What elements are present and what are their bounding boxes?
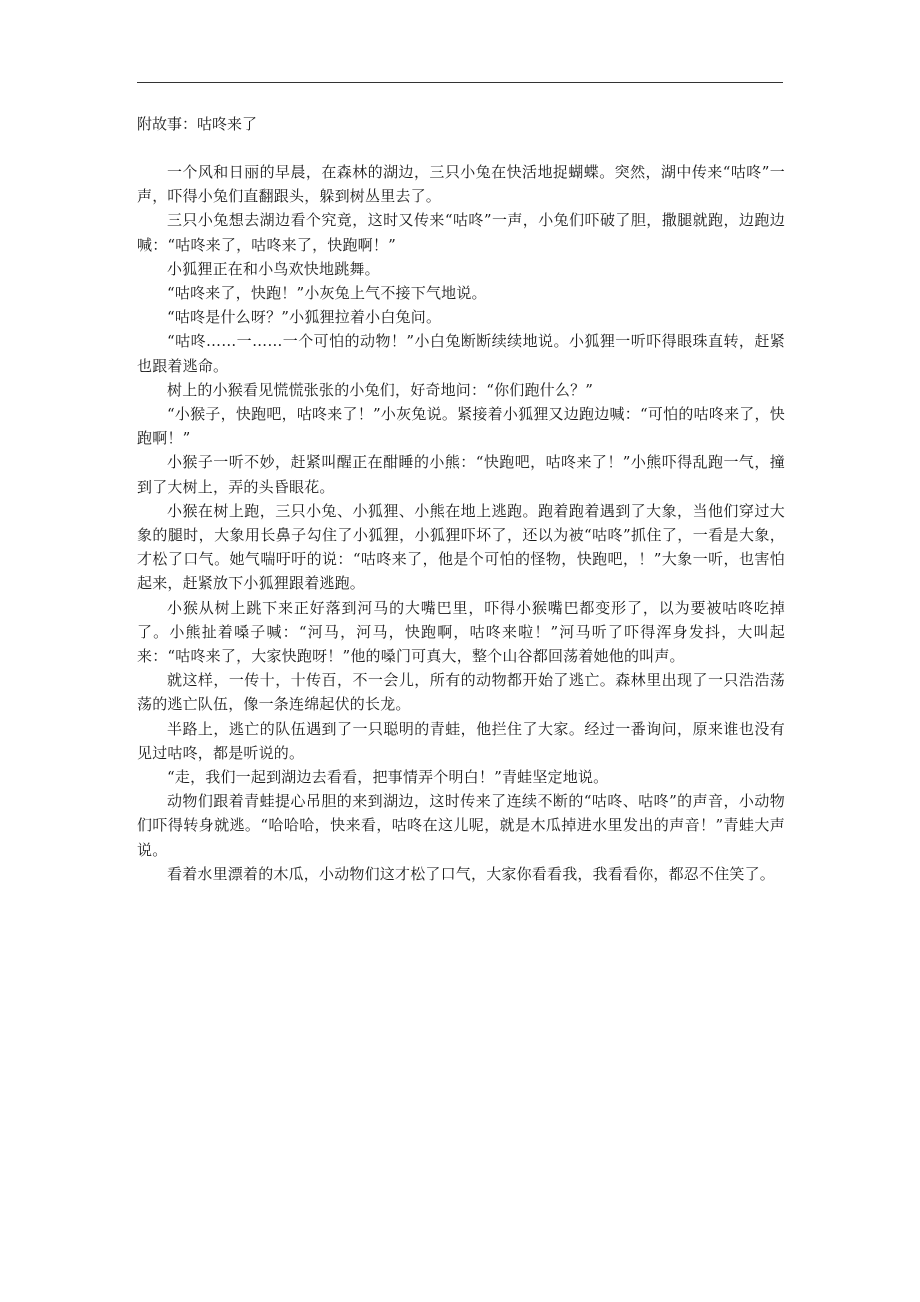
story-paragraph: 小猴在树上跑，三只小兔、小狐狸、小熊在地上逃跑。跑着跑着遇到了大象，当他们穿过大象的腿时，大象用长鼻子勾住了小狐狸，小狐狸吓坏了，还以为被“咕咚”抓住了，一看是大象，才松了口气。她气喘吁吁的说：“咕咚来了，他是个可怕的怪物，快跑吧，！”大象一听，也害怕起来，赶紧放下小狐狸跟着逃跑。 — [137, 501, 785, 593]
story-paragraph: 动物们跟着青蛙提心吊胆的来到湖边，这时传来了连续不断的“咕咚、咕咚”的声音，小动物们吓得转身就逃。“哈哈哈，快来看，咕咚在这儿呢，就是木瓜掉进水里发出的声音！”青蛙大声说。 — [137, 792, 785, 859]
story-paragraph: 看着水里漂着的木瓜，小动物们这才松了口气，大家你看看我，我看看你，都忍不住笑了。 — [167, 864, 776, 883]
story-paragraph: “咕咚来了，快跑！”小灰兔上气不接下气地说。 — [167, 284, 487, 303]
story-paragraph: “咕咚是什么呀？”小狐狸拉着小白兔问。 — [167, 308, 442, 327]
story-paragraph: 小狐狸正在和小鸟欢快地跳舞。 — [167, 259, 380, 278]
story-paragraph: 一个风和日丽的早晨，在森林的湖边，三只小兔在快活地捉蝴蝶。突然，湖中传来“咕咚”一声，吓得小兔们直翻跟头，躲到树丛里去了。 — [137, 163, 785, 206]
story-paragraph: 半路上，逃亡的队伍遇到了一只聪明的青蛙，他拦住了大家。经过一番询问，原来谁也没有见过咕咚，都是听说的。 — [137, 719, 785, 762]
story-paragraph: “走，我们一起到湖边去看看，把事情弄个明白！”青蛙坚定地说。 — [167, 768, 609, 787]
story-paragraph: “小猴子，快跑吧，咕咚来了！”小灰兔说。紧接着小狐狸又边跑边喊：“可怕的咕咚来了，快跑啊！” — [137, 405, 785, 448]
story-body — [137, 160, 785, 886]
story-paragraph: 树上的小猴看见慌慌张张的小兔们，好奇地问：“你们跑什么？” — [167, 380, 594, 399]
story-paragraph: 小猴子一听不妙，赶紧叫醒正在酣睡的小熊：“快跑吧，咕咚来了！”小熊吓得乱跑一气，撞到了大树上，弄的头昏眼花。 — [137, 453, 785, 496]
story-paragraph: 三只小兔想去湖边看个究竟，这时又传来“咕咚”一声，小兔们吓破了胆，撒腿就跑，边跑边喊：“咕咚来了，咕咚来了，快跑啊！” — [137, 211, 785, 254]
story-paragraph: “咕咚……一……一个可怕的动物！”小白兔断断续续地说。小狐狸一听吓得眼珠直转，赶紧也跟着逃命。 — [137, 332, 785, 375]
story-paragraph: 就这样，一传十，十传百，不一会儿，所有的动物都开始了逃亡。森林里出现了一只浩浩荡荡的逃亡队伍，像一条连绵起伏的长龙。 — [137, 671, 785, 714]
story-paragraph: 小猴从树上跳下来正好落到河马的大嘴巴里，吓得小猴嘴巴都变形了，以为要被咕咚吃掉了。小熊扯着嗓子喊：“河马，河马，快跑啊，咕咚来啦！”河马听了吓得浑身发抖，大叫起来：“咕咚来了，大家快跑呀！”他的嗓门可真大，整个山谷都回荡着她他的叫声。 — [137, 598, 785, 666]
story-title: 附故事：咕咚来了 — [137, 115, 258, 133]
header-rule — [137, 82, 783, 83]
